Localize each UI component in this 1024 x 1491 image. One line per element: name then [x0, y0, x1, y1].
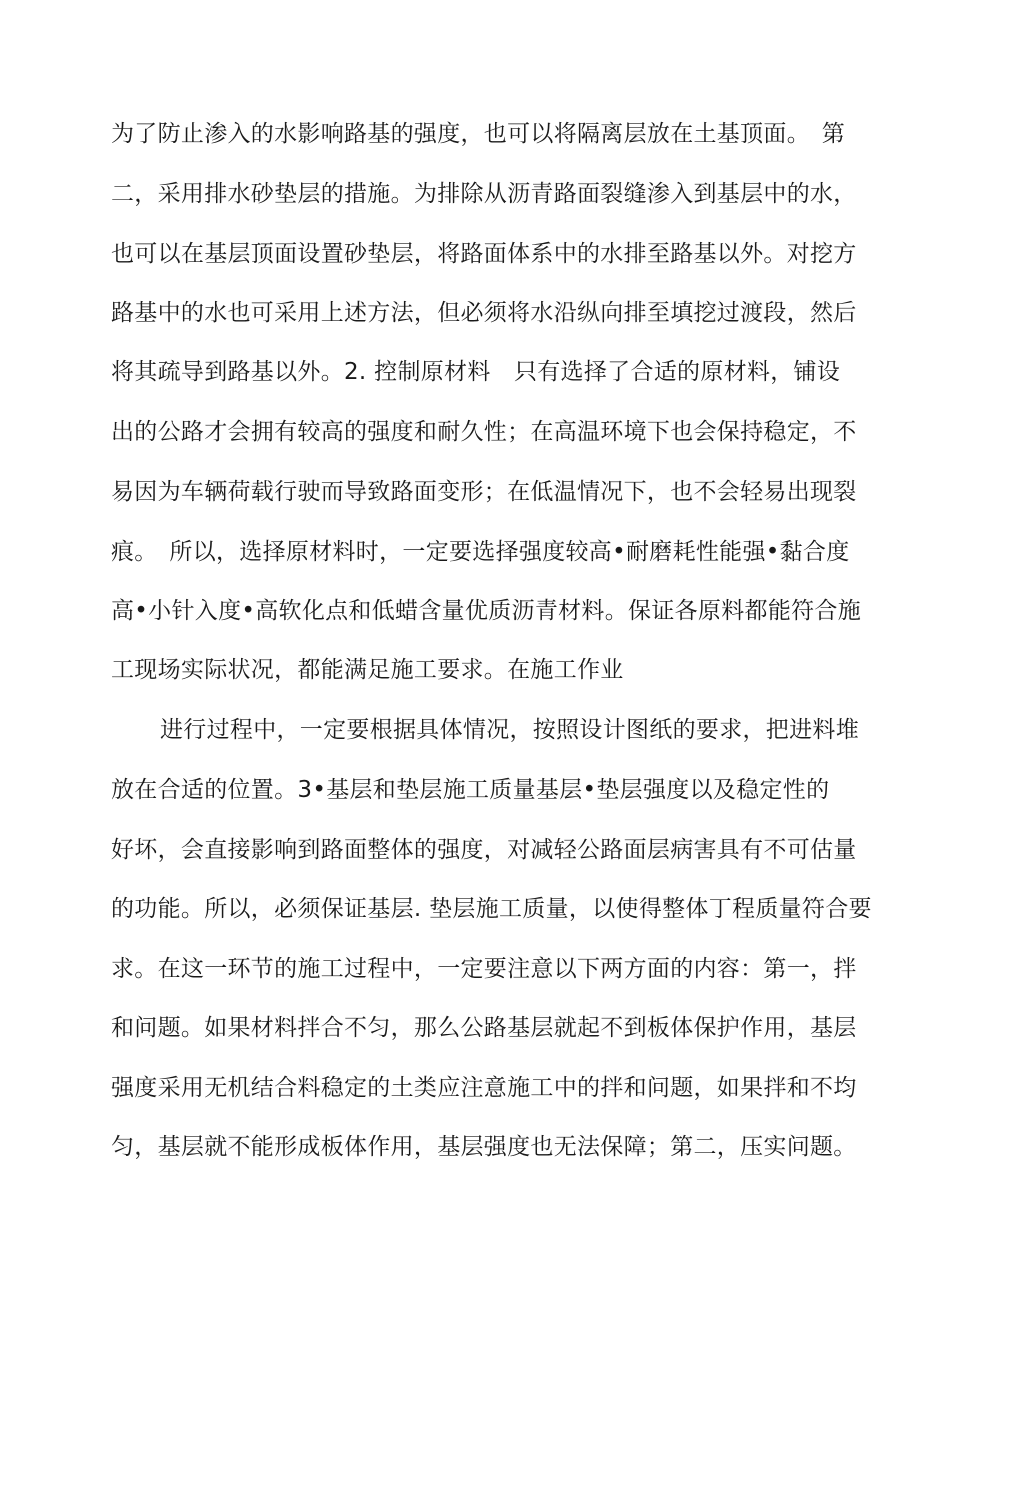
text-line: 也可以在基层顶面设置砂垫层，将路面体系中的水排至路基以外。对挖方 [111, 241, 857, 267]
text-line: 出的公路才会拥有较高的强度和耐久性；在高温环境下也会保持稳定，不 [111, 419, 857, 445]
text-line: 进行过程中，一定要根据具体情况，按照设计图纸的要求，把进料堆 [160, 717, 859, 743]
text-line: 为了防止渗入的水影响路基的强度，也可以将隔离层放在土基顶面。 第 [111, 121, 846, 147]
text-line: 高•小针入度•高软化点和低蜡含量优质沥青材料。保证各原料都能符合施 [111, 598, 862, 624]
text-line: 求。在这一环节的施工过程中，一定要注意以下两方面的内容：第一，拌 [111, 956, 857, 982]
text-line: 路基中的水也可采用上述方法，但必须将水沿纵向排至填挖过渡段，然后 [111, 300, 857, 326]
text-line: 强度采用无机结合料稳定的土类应注意施工中的拌和问题，如果拌和不均 [111, 1075, 857, 1101]
text-line: 匀，基层就不能形成板体作用，基层强度也无法保障；第二，压实问题。 [111, 1134, 857, 1160]
text-line: 二，采用排水砂垫层的措施。为排除从沥青路面裂缝渗入到基层中的水， [111, 181, 857, 207]
text-line: 痕。 所以，选择原材料时，一定要选择强度较高•耐磨耗性能强•黏合度 [111, 539, 850, 565]
text-line: 工现场实际状况，都能满足施工要求。在施工作业 [111, 657, 624, 683]
text-line: 的功能。所以，必须保证基层. 垫层施工质量，以使得整体丁程质量符合要 [111, 896, 872, 922]
text-line: 放在合适的位置。3•基层和垫层施工质量基层•垫层强度以及稳定性的 [111, 777, 830, 803]
text-line: 易因为车辆荷载行驶而导致路面变形；在低温情况下，也不会轻易出现裂 [111, 479, 857, 505]
text-line: 将其疏导到路基以外。2. 控制原材料 只有选择了合适的原材料，铺设 [111, 359, 841, 385]
text-line: 和问题。如果材料拌合不匀，那么公路基层就起不到板体保护作用，基层 [111, 1015, 857, 1041]
text-line: 好坏，会直接影响到路面整体的强度，对减轻公路面层病害具有不可估量 [111, 837, 857, 863]
